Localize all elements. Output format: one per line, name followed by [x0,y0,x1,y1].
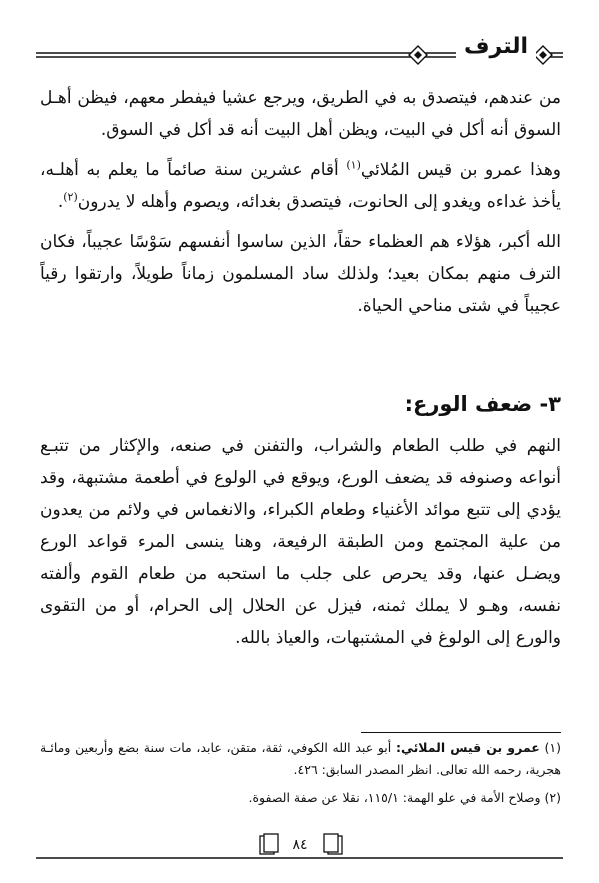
body-text-top [40,82,561,322]
footnote-1-name: عمرو بن قيس الملائي: [395,740,540,755]
paragraph-2-text-after: . [57,192,64,212]
footnote-1 [40,737,561,781]
page-footer [36,832,563,862]
book-icon-right [324,834,342,854]
page-number: ٨٤ [292,837,308,853]
page-header [36,30,563,80]
running-header-title: الترف [456,32,536,62]
footnote-2-number: (٢) [544,790,561,805]
footnote-1-text: أبو عبد الله الكوفي، ثقة، متقن، عابد، مات سنة بضع وأربعين ومائـة هجرية، رحمه الله تعالى. انظر المصدر السابق: ٤٢٦. [40,740,561,777]
body-text-section [40,430,561,654]
footnote-ref-2: (٢) [63,190,78,204]
footnote-2-text: وصلاح الأمة في علو الهمة: ١١٥/١، نقلا عن صفة الصفوة. [248,790,541,805]
section-paragraph: النهم في طلب الطعام والشراب، والتفنن في صنعه، والإكثار من تتبـع أنواعه وصنوفه قد يضعف الورع، ويوقع في الولوع في أطعمة مشتبهة، وقد يؤدي إلى تتبع موائد الأغنياء وطعام الكبراء، والانغماس في ولائم من يعدون من علية المجتمع ومن الطبقة الرفيعة، وهنا ينسى المرء قواعد الورع ويضـل عنها، وقد يحرص على جلب ما استحبه من طعام القوم وألفته نفسه، وهـو لا يملك ثمنه، فيزل عن الحلال إلى الحرام، أو من التقوى والورع إلى الولوغ في المشتبهات، والعياذ بالله. [40,436,561,648]
footnotes [40,737,561,815]
footnote-1-number: (١) [544,740,561,755]
paragraph-2-text-before: وهذا عمرو بن قيس المُلائي [360,160,561,180]
paragraph-1: من عندهم، فيتصدق به في الطريق، ويرجع عشيا فيفطر معهم، فيظن أهـل السوق أنه أكل في البيت، ويظن أهل البيت أنه قد أكل في السوق. [40,88,561,140]
footnote-2 [40,787,561,809]
book-icon-left [260,834,278,854]
section-heading: ٣- ضعف الورع: [404,392,561,416]
footnote-ref-1: (١) [346,158,361,172]
paragraph-2 [40,154,561,218]
footnote-divider [361,732,561,733]
paragraph-2-text-middle: أقام عشرين سنة صائماً ما يعلم به أهلـه، يأخذ غداءه ويغدو إلى الحانوت، فيتصدق بغدائه، ويصوم وأهله لا يدرون [40,160,561,212]
paragraph-3: الله أكبر، هؤلاء هم العظماء حقاً، الذين ساسوا أنفسهم سَوْسًا عجيباً، فكان الترف منهم بمكان بعيد؛ ولذلك ساد المسلمون زماناً طويلاً، وارتقوا رقياً عجيباً في شتى مناحي الحياة. [40,232,561,316]
